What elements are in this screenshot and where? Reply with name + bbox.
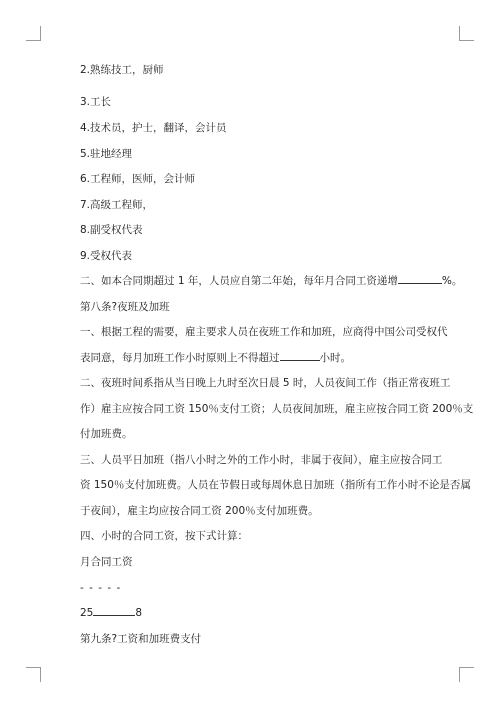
paragraph-line: 表同意，每月加班工作小时原则上不得超过 小时。: [80, 352, 351, 364]
fill-blank: [93, 605, 135, 616]
formula-numerator: 月合同工资: [80, 556, 133, 568]
paragraph-line: 三、人员平日加班（指八小时之外的工作小时，非属于夜间），雇主应按合同工: [80, 454, 443, 466]
paragraph-line: 于夜间），雇主均应按合同工资 200％支付加班费。: [80, 505, 319, 517]
paragraph-line: 二、夜班时间系指从当日晚上九时至次日晨 5 时，人员夜间工作（指正常夜班工: [80, 377, 451, 389]
list-item: 4.技术员，护士，翻译，会计员: [80, 122, 227, 134]
list-item: 8.副受权代表: [80, 224, 143, 236]
list-item: 9.受权代表: [80, 250, 133, 262]
crop-mark-top-left: [26, 26, 41, 41]
section-heading: 第九条?工资和加班费支付: [80, 633, 202, 645]
list-item: 6.工程师，医师，会计师: [80, 173, 196, 185]
list-item: 7.高级工程师，: [80, 199, 154, 211]
list-item: 3.工长: [80, 96, 112, 108]
crop-mark-bottom-left: [26, 667, 41, 682]
paragraph-line: 四、小时的合同工资，按下式计算：: [80, 530, 248, 542]
paragraph-line: 作）雇主应按合同工资 150％支付工资；人员夜间加班，雇主应按合同工资 200％支: [80, 403, 474, 415]
formula-denominator: 25 8: [80, 607, 143, 619]
fill-blank: [398, 273, 442, 284]
formula-divider: - - - - -: [80, 582, 122, 594]
paragraph-line: 付加班费。: [80, 428, 133, 440]
list-item: 2.熟练技工，厨师: [80, 64, 164, 76]
paragraph-raise: 二、如本合同期超过 1 年，人员应自第二年始，每年月合同工资递增 %。: [80, 275, 463, 287]
list-item: 5.驻地经理: [80, 148, 133, 160]
paragraph-line: 资 150％支付加班费。人员在节假日或每周休息日加班（指所有工作小时不论是否属: [80, 479, 471, 491]
crop-mark-bottom-right: [459, 667, 474, 682]
crop-mark-top-right: [459, 26, 474, 41]
section-heading: 第八条?夜班及加班: [80, 301, 170, 313]
paragraph-line: 一、根据工程的需要，雇主要求人员在夜班工作和加班，应商得中国公司受权代: [80, 326, 448, 338]
fill-blank: [280, 350, 320, 361]
